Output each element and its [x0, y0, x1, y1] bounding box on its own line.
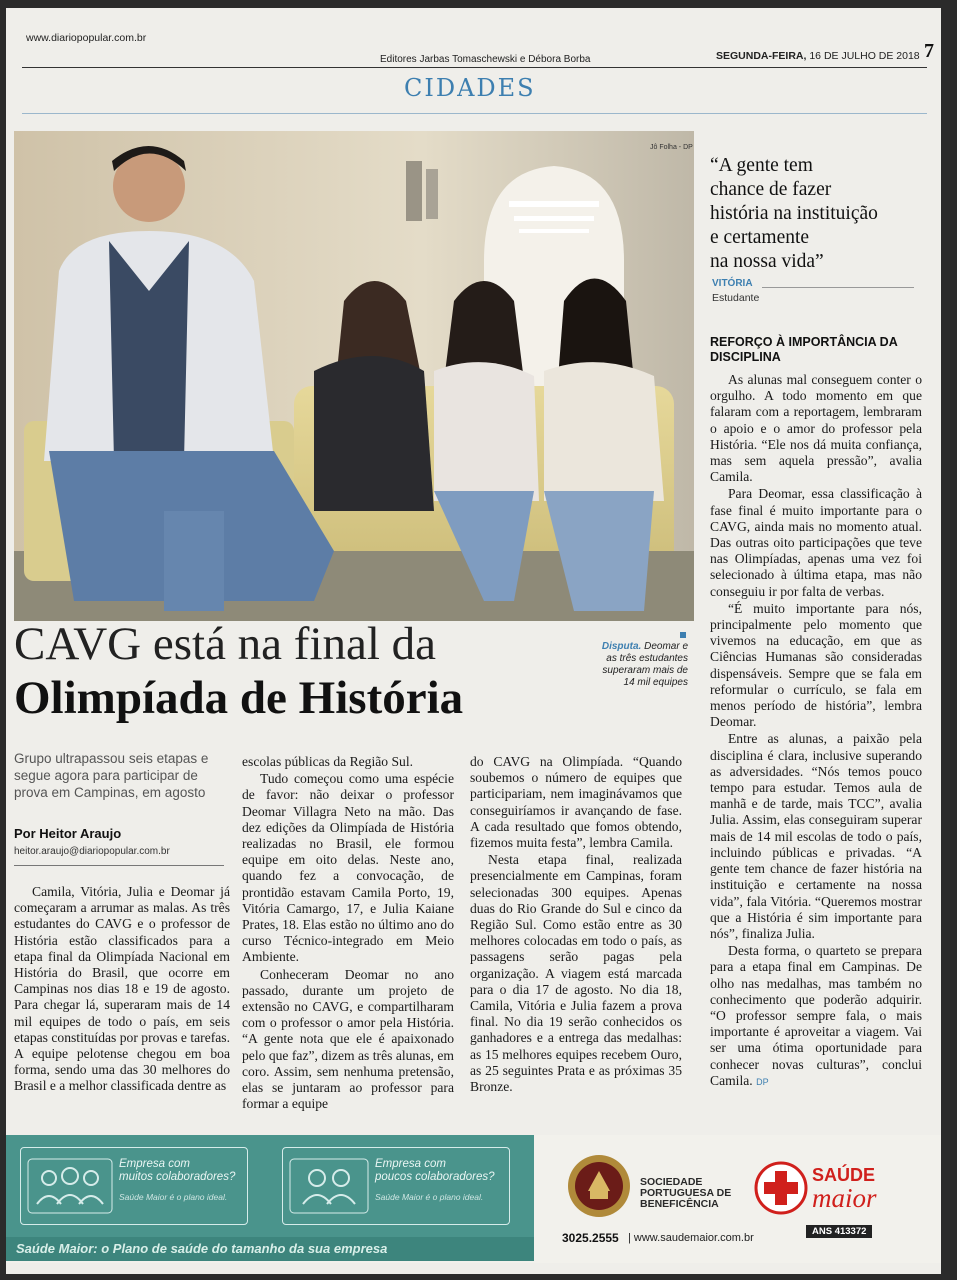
quote-line-4: e certamente [710, 227, 810, 248]
quote-line-5: na nossa vida” [710, 251, 824, 272]
society-seal-icon [566, 1153, 632, 1219]
ad-box-2 [282, 1147, 510, 1225]
subheadline-line-2: segue agora para participar de [14, 768, 198, 783]
ad-phone[interactable]: 3025.2555 [562, 1231, 619, 1245]
caption-line-4: 14 mil equipes [623, 677, 688, 688]
quote-line-3: história na instituição [710, 203, 878, 224]
society-line-2: PORTUGUESA DE [640, 1187, 732, 1199]
subheadline-line-1: Grupo ultrapassou seis etapas e [14, 751, 209, 766]
quote-attribution-role: Estudante [712, 292, 760, 304]
col2-paragraph-1: escolas públicas da Região Sul. [242, 754, 414, 769]
quote-line-2: chance de fazer [710, 179, 832, 200]
photo-caption [580, 641, 688, 689]
ad-box-1-sub: Saúde Maior é o plano ideal. [119, 1192, 228, 1202]
col4-paragraph-4: Entre as alunas, a paixão pela disciplina é clara, inclusive superando as adversidades. “Nós temos pouco tempo para estudar. Temos aula de manhã e de tarde, mais TCC”, avalia Julia. Assim, elas conseguiram superar mais de 14 mil escolas de todo o país, incluindo públicas e privadas. “A gente tem chance de fazer história na instituição e certamente na nossa vida”, fala Vitória. “Queremos mostrar que a História é sim importante para nós”, finaliza Julia. [710, 731, 922, 941]
col4-paragraph-5 [710, 943, 922, 1090]
article-column-3 [470, 754, 682, 1096]
advertisement-banner[interactable] [6, 1135, 941, 1263]
ad-url-text: www.saudemaior.com.br [633, 1232, 754, 1244]
col4-paragraph-5-text: Desta forma, o quarteto se prepara para a etapa final em Campinas. De olho nas medalhas, mas também no conhecimento que poderão adquirir. “O professor sempre fala, o mais importante é aproveitar a viagem. Vai ser uma ótima oportunidade para conhecer novas culturas”, conclui Camila. [710, 943, 922, 1088]
ans-badge: ANS 413372 [806, 1225, 872, 1238]
date-weekday: SEGUNDA-FEIRA, [716, 50, 807, 62]
byline-email[interactable]: heitor.araujo@diariopopular.com.br [14, 846, 170, 857]
photo-scene [14, 131, 694, 621]
article-photo [14, 131, 694, 621]
caption-line-3: superaram mais de [602, 665, 688, 676]
section-rule [22, 113, 927, 114]
caption-line-1: Deomar e [644, 641, 688, 652]
col1-paragraph-1: Camila, Vitória, Julia e Deomar já começaram a arrumar as malas. As três estudantes do CAVG e o professor de História estão classificados para a etapa final da Olimpíada Nacional em História do Brasil, que ocorre em Campinas nos dias 18 e 19 de agosto. Para chegar lá, superaram mais de 14 mil equipes de todo o país, em seis etapas constituídas por provas e tarefas. A equipe pelotense chegou em boa forma, sendo uma das 30 melhores do Brasil e a melhor classificada dentre as [14, 884, 230, 1094]
quote-attribution-name: VITÓRIA [712, 278, 753, 289]
col2-paragraph-3: Conheceram Deomar no ano passado, durante um projeto de extensão no CAVG, e compartilharam com o professor o amor pela História. “A gente nota que ele é apaixonado pelo que faz”, dizem as três alunas, em coro. Assim, sem nenhuma pretensão, elas se juntaram ao professor para formar a equipe [242, 966, 454, 1112]
photo-credit: Jô Folha - DP [650, 144, 693, 151]
subheadline-line-3: prova em Campinas, em agosto [14, 785, 206, 800]
society-line-1: SOCIEDADE [640, 1176, 703, 1188]
ad-url[interactable]: | www.saudemaior.com.br [628, 1232, 754, 1244]
section-title: CIDADES [404, 74, 536, 102]
article-subhead: REFORÇO À IMPORTÂNCIA DA DISCIPLINA [710, 335, 898, 364]
ad-box-2-text [375, 1158, 495, 1184]
ad-box-2-line-1: Empresa com [375, 1158, 446, 1170]
col4-paragraph-2: Para Deomar, essa classificação à fase final é muito importante para o CAVG, ainda mais no momento atual. Das outras oito participações que teve nas Olimpíadas, apenas uma vez foi selecionado à última etapa, mas não conseguiu ir por falta de verbas. [710, 486, 922, 599]
pull-quote [710, 154, 925, 274]
headline-line-1: CAVG está na final da [14, 618, 437, 670]
byline-author: Por Heitor Araujo [14, 826, 122, 841]
col4-paragraph-1: As alunas mal conseguem conter o orgulho. A todo momento em que falaram com a reportagem, lembraram o apoio e o amor do professor pela História. “Ele nos dá muita confiança, mas sem aquela pressão”, avalia Camila. [710, 372, 922, 485]
editors-credit: Editores Jarbas Tomaschewski e Débora Borba [380, 54, 591, 65]
article-column-2 [242, 754, 454, 1113]
ad-box-1 [20, 1147, 248, 1225]
ad-box-1-line-2: muitos colaboradores? [119, 1171, 236, 1183]
byline-rule [14, 865, 224, 866]
small-team-icon [289, 1158, 369, 1214]
page-number: 7 [924, 40, 934, 62]
date-text: 16 DE JULHO DE 2018 [809, 50, 920, 62]
caption-marker [680, 632, 686, 638]
ad-slogan: Saúde Maior: o Plano de saúde do tamanho da sua empresa [16, 1241, 388, 1256]
col4-paragraph-3: “É muito importante para nós, principalmente pelo momento que vivemos na educação, em que as Ciências Humanas são consideradas dispensáveis. Sempre que se fala em reformular o currículo, se fala em menos período de história”, lembra Deomar. [710, 600, 922, 730]
brand-bottom: maior [812, 1183, 877, 1213]
caption-lead: Disputa. [601, 641, 642, 652]
article-column-4 [710, 372, 922, 1091]
header-rule [22, 67, 927, 68]
end-mark: DP [756, 1076, 769, 1087]
ad-box-2-line-2: poucos colaboradores? [375, 1171, 495, 1183]
society-name [640, 1177, 731, 1210]
website-url: www.diariopopular.com.br [26, 32, 147, 44]
col3-paragraph-1: do CAVG na Olimpíada. “Quando soubemos o número de equipes que participariam, nem imaginávamos que conseguiríamos ir avançando de fase. A cada resultado que fomos obtendo, fizemos muita festa”, lembra Camila. [470, 754, 682, 851]
headline-line-2: Olimpíada de História [14, 672, 464, 724]
ad-box-1-text [119, 1158, 235, 1184]
quote-line-1: “A gente tem [710, 155, 813, 176]
issue-date [716, 50, 920, 62]
team-icon [27, 1158, 113, 1214]
article-column-1 [14, 884, 230, 1096]
col2-paragraph-2: Tudo começou como uma espécie de favor: não deixar o professor Deomar Villagra Neto na mão. Das dez edições da Olimpíada de História realizadas no Brasil, ele formou equipe em oito delas. Neste ano, quando fez a convocação, de prontidão estavam Camila Porto, 19, Vitória Camargo, 17, e Julia Kaiane Prates, 18. Elas estão no último ano do curso Técnico-integrado em Meio Ambiente. [242, 771, 454, 965]
subheadline [14, 750, 234, 801]
society-line-3: BENEFICÊNCIA [640, 1198, 719, 1210]
brand-top: SAÚDE [812, 1165, 876, 1185]
col3-paragraph-2: Nesta etapa final, realizada presencialmente em Campinas, foram selecionadas 300 equipes. Apenas duas do Rio Grande do Sul e cinco da Região Sul. Como estão entre as 30 melhores colocadas em todo o país, as passagens serão pagas pela organização. A viagem está marcada para o dia 17 de agosto. No dia 18, Camila, Vitória e Julia fazem a prova final. No dia 19 serão conhecidos os ganhadores e a entrega das medalhas: as 15 melhores equipes recebem Ouro, as 25 seguintes Prata e as próximas 35 Bronze. [470, 852, 682, 1095]
ad-box-2-sub: Saúde Maior é o plano ideal. [375, 1192, 484, 1202]
caption-line-2: as três estudantes [606, 653, 688, 664]
quote-rule [762, 287, 914, 288]
ad-box-1-line-1: Empresa com [119, 1158, 190, 1170]
newspaper-page [6, 8, 941, 1274]
red-cross-icon [754, 1161, 808, 1215]
